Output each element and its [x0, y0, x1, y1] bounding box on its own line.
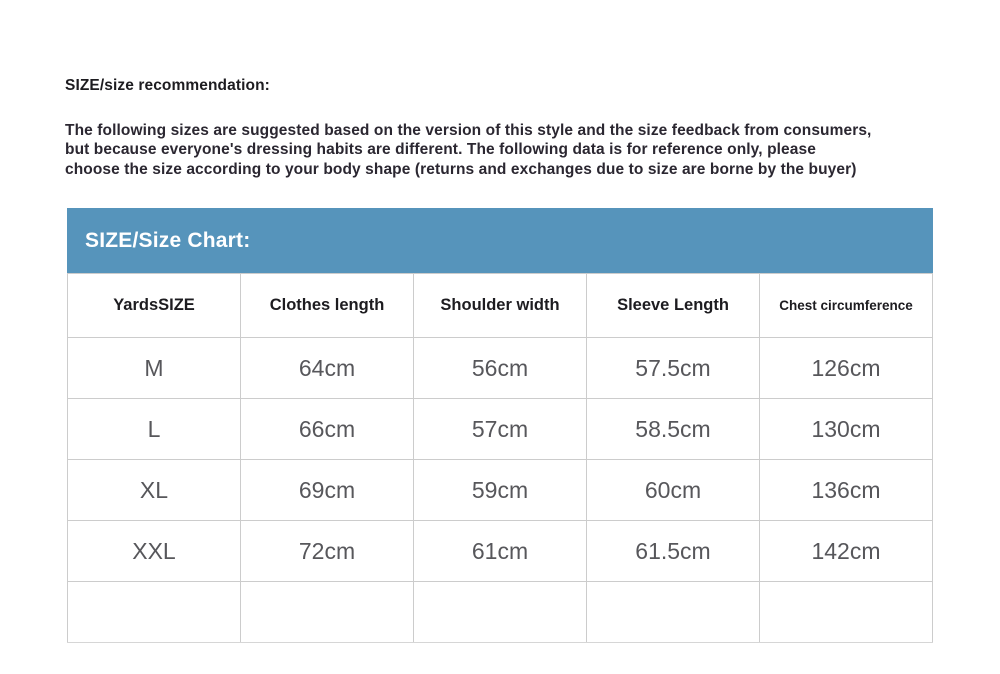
size-label-cell: M	[68, 338, 241, 399]
measurement-cell	[414, 582, 587, 643]
measurement-cell: 60cm	[587, 460, 760, 521]
size-label-cell	[68, 582, 241, 643]
measurement-cell: 56cm	[414, 338, 587, 399]
measurement-cell	[760, 582, 933, 643]
column-header-chest-circumference: Chest circumference	[760, 274, 933, 338]
size-chart-head	[68, 274, 933, 338]
paragraph-line: The following sizes are suggested based on the version of this style and the size feedback from consumers,	[65, 122, 872, 139]
measurement-cell: 61.5cm	[587, 521, 760, 582]
column-header-sleeve-length: Sleeve Length	[587, 274, 760, 338]
header-row	[68, 274, 933, 338]
measurement-cell: 59cm	[414, 460, 587, 521]
measurement-cell: 126cm	[760, 338, 933, 399]
table-row	[68, 460, 933, 521]
column-header-size: YardsSIZE	[68, 274, 241, 338]
size-label-cell: XL	[68, 460, 241, 521]
size-chart-title: SIZE/Size Chart:	[85, 228, 251, 252]
measurement-cell: 57.5cm	[587, 338, 760, 399]
size-recommendation-paragraph	[65, 121, 871, 179]
table-row	[68, 338, 933, 399]
column-header-clothes-length: Clothes length	[241, 274, 414, 338]
table-row	[68, 399, 933, 460]
measurement-cell	[241, 582, 414, 643]
size-label-cell: L	[68, 399, 241, 460]
size-chart-body	[68, 338, 933, 643]
size-label-cell: XXL	[68, 521, 241, 582]
measurement-cell: 64cm	[241, 338, 414, 399]
table-row	[68, 521, 933, 582]
measurement-cell	[587, 582, 760, 643]
paragraph-line: but because everyone's dressing habits are different. The following data is for reference only, please	[65, 141, 816, 159]
measurement-cell: 142cm	[760, 521, 933, 582]
measurement-cell: 58.5cm	[587, 399, 760, 460]
measurement-cell: 66cm	[241, 399, 414, 460]
column-header-shoulder-width: Shoulder width	[414, 274, 587, 338]
measurement-cell: 69cm	[241, 460, 414, 521]
measurement-cell: 72cm	[241, 521, 414, 582]
measurement-cell: 57cm	[414, 399, 587, 460]
size-chart-table	[67, 273, 933, 643]
measurement-cell: 61cm	[414, 521, 587, 582]
measurement-cell: 136cm	[760, 460, 933, 521]
page-title: SIZE/size recommendation:	[65, 77, 270, 94]
table-row	[68, 582, 933, 643]
size-chart-header	[67, 208, 933, 273]
measurement-cell: 130cm	[760, 399, 933, 460]
paragraph-line: choose the size according to your body shape (returns and exchanges due to size are borne by the buyer)	[65, 160, 857, 178]
